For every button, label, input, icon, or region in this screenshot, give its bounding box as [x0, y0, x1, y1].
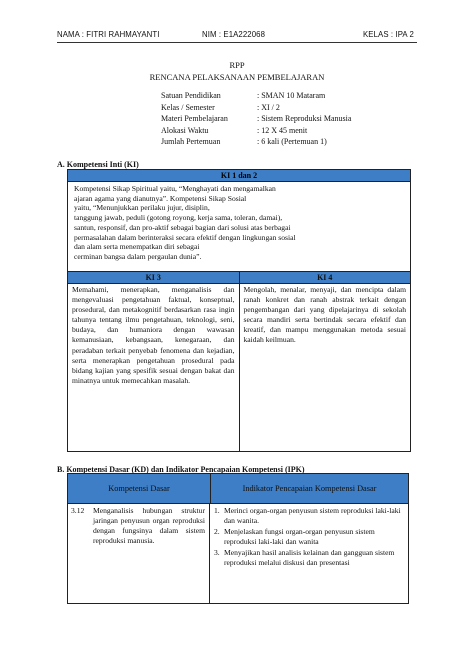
ipk-text: Merinci organ-organ penyusun sistem reproduksi laki-laki dan wanita. [224, 506, 401, 525]
info-row [161, 136, 417, 148]
header-class: KELAS : IPA 2 [363, 30, 414, 39]
ipk-item [214, 527, 404, 547]
header-name: NAMA : FITRI RAHMAYANTI [57, 30, 160, 39]
info-value: : 12 X 45 menit [257, 125, 308, 135]
kd-description: Menganalisis hubungan struktur jaringan penyusun organ reproduksi dengan fungsinya dalam sistem reproduksi manusia. [93, 506, 205, 545]
ipk-column-header: Indikator Pencapaian Kompetensi Dasar [242, 484, 377, 493]
ki12-line: Kompetensi Sikap Spiritual yaitu, “Menghayati dan mengamalkan [74, 184, 276, 193]
ki12-cell [68, 182, 410, 272]
kd-header-row [68, 474, 408, 504]
ipk-item [214, 548, 404, 568]
ki12-line: dan alam serta menempatkan diri sebagai [74, 242, 200, 252]
ipk-item [214, 506, 404, 526]
ki12-line: permasalahan dalam berinteraksi secara efektif dengan lingkungan sosial [74, 232, 296, 242]
info-value: : 6 kali (Pertemuan 1) [257, 137, 327, 146]
info-value: : XI / 2 [257, 102, 280, 112]
ipk-cell [210, 504, 408, 603]
info-value: : Sistem Reproduksi Manusia [257, 114, 352, 123]
section-a-heading: A. Kompetensi Inti (KI) [57, 160, 139, 169]
info-row [161, 125, 417, 137]
ki-table [67, 169, 411, 452]
info-row [161, 90, 417, 102]
header-divider [57, 42, 417, 43]
ipk-number: 1. [214, 506, 220, 515]
ki34-row [68, 272, 410, 451]
info-row [161, 102, 417, 114]
info-label: Jumlah Pertemuan [161, 137, 221, 146]
ki12-line: santun, responsif, dan pro-aktif sebagai bagian dari solusi atas berbagai [74, 222, 291, 232]
ipk-text: Menyajikan hasil analisis kelainan dan gangguan sistem reproduksi melalui diskusi dan presentasi [224, 548, 395, 567]
info-label: Satuan Pendidikan [161, 91, 221, 100]
ki3-text: Memahami, menerapkan, menganalisis dan mengevaluasi pengetahuan faktual, konseptual, prosedural, dan metakognitif berdasarkan rasa ingin tahunya tentang ilmu pengetahuan, teknologi, seni, budaya, dan humaniora dengan wawasan kemanusiaan, kebangsaan, kenegaraan, dan peradaban terkait penyebab fenomena dan kejadian, serta menerapkan pengetahuan prosedural pada bidang kajian yang spesifik sesuai dengan bakat dan minatnya untuk memecahkan masalah. [72, 285, 235, 385]
doc-subtitle: RENCANA PELAKSANAAN PEMBELAJARAN [149, 72, 325, 82]
ki12-header: KI 1 dan 2 [68, 170, 410, 182]
ki3-column [68, 272, 239, 451]
ki12-line: ajaran agama yang dianutnya”. Kompetensi Sikap Sosial [74, 193, 247, 203]
ki12-line: yaitu, “Menunjukkan perilaku jujur, disiplin, [74, 203, 210, 213]
doc-title: RPP [229, 60, 245, 70]
kd-cell [68, 504, 210, 603]
ipk-number: 3. [214, 548, 220, 557]
kd-table [67, 473, 409, 604]
info-label: Alokasi Waktu [161, 125, 209, 135]
section-b-heading: B. Kompetensi Dasar (KD) dan Indikator Pencapaian Kompetensi (IPK) [57, 465, 305, 474]
ki4-text: Mengolah, menalar, menyaji, dan mencipta dalam ranah konkret dan ranah abstrak terkait dengan pengembangan dari yang dipelajarinya di sekolah secara mandiri serta bertindak secara efektif dan kreatif, dan mampu menggunakan metoda sesuai kaidah keilmuan. [243, 285, 406, 345]
ki4-column [239, 272, 411, 451]
kd-number: 3.12 [71, 506, 85, 515]
ipk-text: Menjelaskan fungsi organ-organ penyusun sistem reproduksi laki-laki dan wanita [224, 527, 375, 546]
ki4-header: KI 4 [240, 272, 411, 284]
header-nim: NIM : E1A222068 [202, 30, 266, 39]
info-value: : SMAN 10 Mataram [257, 91, 326, 100]
ki12-line: tanggung jawab, peduli (gotong royong, kerja sama, toleran, damai), [74, 213, 283, 223]
info-row [161, 113, 417, 125]
ki3-header: KI 3 [68, 272, 239, 284]
kd-body-row [68, 504, 408, 603]
ki12-line: cerminan bangsa dalam pergaulan dunia”. [74, 251, 202, 261]
ipk-number: 2. [214, 527, 220, 536]
info-label: Materi Pembelajaran [161, 114, 228, 123]
info-label: Kelas / Semester [161, 102, 215, 112]
kd-column-header: Kompetensi Dasar [68, 474, 211, 503]
identity-block [161, 90, 417, 148]
